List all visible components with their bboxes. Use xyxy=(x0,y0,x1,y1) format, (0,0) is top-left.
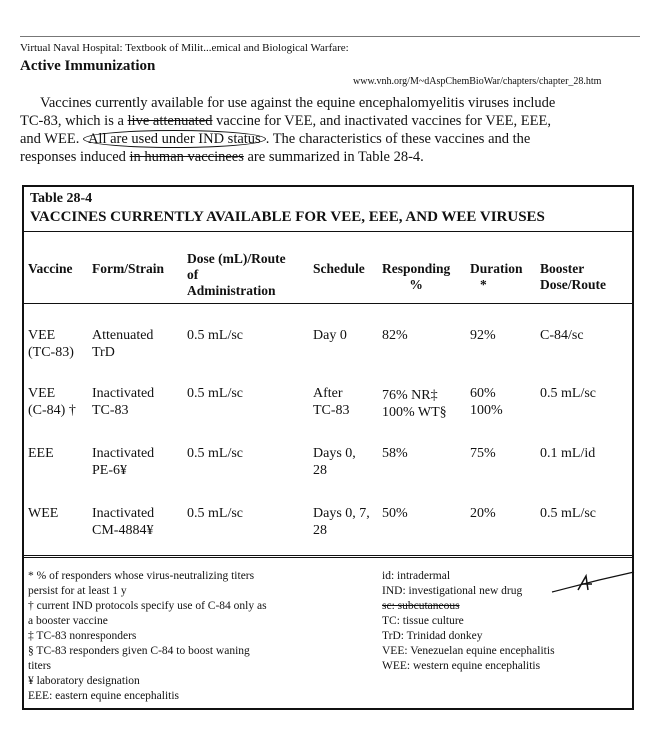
circled-text: All are used under IND status xyxy=(83,130,266,148)
paragraph-line-3: and WEE. All are used under IND status . The characteristics of these vaccines and the xyxy=(20,131,531,147)
vaccine-table: Table 28-4 VACCINES CURRENTLY AVAILABLE FOR VEE, EEE, AND WEE VIRUSES Vaccine Form/Strain Dose (mL)/Route of Administration Schedule Responding % Duration * Booster Dose/Route VEE (TC-83) Attenuated TrD 0.5 mL/sc Day 0 82% 92% C-84/sc VEE (C-84) † Inactivated TC-83 0.5 mL/sc After TC-83 76% NR‡ 100% WT§ 60% 100% 0.5 mL/sc EEE Inactivated PE-6¥ 0.5 mL/sc Days 0, 28 58% 75% 0.1 mL/id WEE Inactivated CM-4884¥ 0.5 mL/sc Days 0, 7, 28 50% 20% 0.5 mL/sc * % of responders whose virus-neutralizing titers persist for at least 1 y † current IND protocols specify use of C-84 only as a booster vaccine ‡ TC-83 nonresponders § TC-83 responders given C-84 to boost waning titers ¥ laboratory designation EEE: eastern equine encephalitis id: intradermal IND: investigational new drug sc: subcutaneous TC: tissue culture TrD: Trinidad donkey VEE: Venezuelan equine encephalitis WEE: western equine encephalitis xyxy=(22,185,634,710)
table-number: Table 28-4 xyxy=(30,191,93,206)
source-title: Virtual Naval Hospital: Textbook of Milit...emical and Biological Warfare: xyxy=(20,42,349,54)
footnotes-left: * % of responders whose virus-neutralizing titers persist for at least 1 y † current IND protocols specify use of C-84 only as a booster vaccine ‡ TC-83 nonresponders § TC-83 responders given C-84 to boost waning titers ¥ laboratory designation EEE: eastern equine encephalitis xyxy=(28,570,267,702)
footnote-rule xyxy=(24,555,632,558)
struck-text: live attenuated xyxy=(127,113,213,129)
paragraph-line-1: Vaccines currently available for use against the equine encephalomyelitis viruses include xyxy=(40,95,556,111)
handwritten-mark-icon xyxy=(548,568,638,598)
table-title: VACCINES CURRENTLY AVAILABLE FOR VEE, EEE, AND WEE VIRUSES xyxy=(30,209,545,225)
header-rule xyxy=(24,303,632,304)
header-responding: Responding % xyxy=(382,261,451,292)
header-vaccine: Vaccine xyxy=(28,261,73,276)
header-booster: Booster Dose/Route xyxy=(540,261,606,292)
section-title: Active Immunization xyxy=(20,58,156,74)
header-dose: Dose (mL)/Route of Administration xyxy=(187,251,286,298)
top-rule xyxy=(20,36,640,37)
header-duration: Duration * xyxy=(470,261,523,292)
footnotes-right: id: intradermal IND: investigational new drug sc: subcutaneous TC: tissue culture TrD: Trinidad donkey VEE: Venezuelan equine encephalitis WEE: western equine encephalitis xyxy=(382,570,555,672)
paragraph-line-2: TC-83, which is a live attenuated vaccine for VEE, and inactivated vaccines for VEE, EEE, xyxy=(20,113,551,129)
header-schedule: Schedule xyxy=(313,261,365,276)
page-url: www.vnh.org/M~dAspChemBioWar/chapters/chapter_28.htm xyxy=(353,76,602,87)
paragraph-line-4: responses induced in human vaccinees are summarized in Table 28-4. xyxy=(20,149,424,165)
title-rule xyxy=(24,231,632,232)
header-form: Form/Strain xyxy=(92,261,164,276)
intro-paragraph xyxy=(20,94,648,166)
struck-underlined-text: in human vaccinees xyxy=(129,149,244,165)
